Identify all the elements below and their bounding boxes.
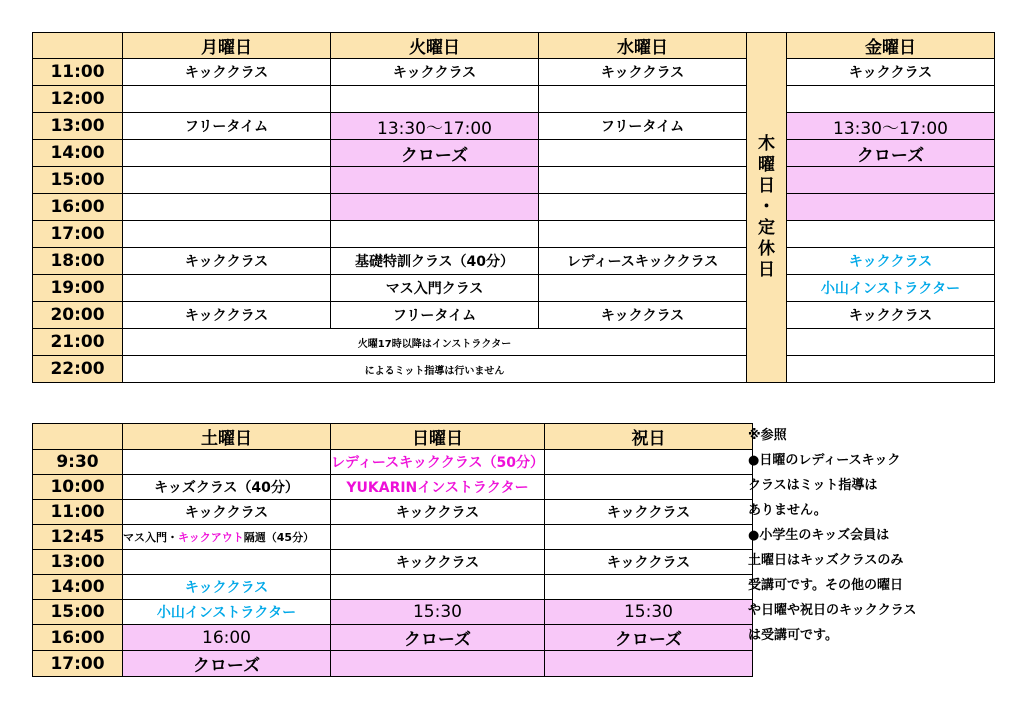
closed-cell: クローズ bbox=[331, 140, 539, 167]
schedule-cell bbox=[539, 86, 747, 113]
time-cell: 15:00 bbox=[33, 600, 123, 625]
closed-cell bbox=[544, 651, 752, 677]
note-line: ありません。 bbox=[748, 503, 827, 518]
schedule-cell: キッククラス bbox=[123, 302, 331, 329]
time-cell: 18:00 bbox=[33, 248, 123, 275]
schedule-cell: キッククラス bbox=[787, 248, 995, 275]
header-tuesday: 火曜日 bbox=[331, 33, 539, 59]
schedule-cell bbox=[123, 550, 331, 575]
schedule-cell bbox=[123, 275, 331, 302]
schedule-cell: キッククラス bbox=[787, 302, 995, 329]
instructor-note-line1: 火曜17時以降はインストラクター bbox=[123, 329, 747, 356]
time-cell: 13:00 bbox=[33, 550, 123, 575]
reference-notes bbox=[748, 423, 1008, 648]
schedule-cell: レディースキッククラス bbox=[539, 248, 747, 275]
schedule-cell bbox=[331, 575, 545, 600]
biweekly-label: 隔週（45分） bbox=[243, 531, 315, 544]
schedule-cell bbox=[787, 86, 995, 113]
schedule-cell: キッククラス bbox=[123, 248, 331, 275]
header-sunday: 日曜日 bbox=[331, 424, 545, 450]
closed-time-cell: 16:00 bbox=[123, 625, 331, 651]
closed-time-cell: 15:30 bbox=[331, 600, 545, 625]
closed-cell bbox=[787, 167, 995, 194]
schedule-cell bbox=[123, 221, 331, 248]
schedule-cell: フリータイム bbox=[123, 113, 331, 140]
schedule-cell: キッククラス bbox=[544, 550, 752, 575]
schedule-cell: フリータイム bbox=[331, 302, 539, 329]
schedule-cell: レディースキッククラス（50分） bbox=[331, 450, 545, 475]
schedule-cell bbox=[539, 140, 747, 167]
time-cell: 10:00 bbox=[33, 475, 123, 500]
time-cell: 14:00 bbox=[33, 575, 123, 600]
closed-cell: クローズ bbox=[544, 625, 752, 651]
schedule-cell: キッククラス bbox=[331, 500, 545, 525]
header-monday: 月曜日 bbox=[123, 33, 331, 59]
schedule-cell bbox=[123, 86, 331, 113]
schedule-cell: 基礎特訓クラス（40分） bbox=[331, 248, 539, 275]
weekend-schedule-table bbox=[32, 423, 753, 677]
schedule-cell: キッククラス bbox=[539, 302, 747, 329]
time-cell: 12:00 bbox=[33, 86, 123, 113]
note-line: クラスはミット指導は bbox=[748, 478, 878, 493]
schedule-cell: キッククラス bbox=[544, 500, 752, 525]
closed-cell: クローズ bbox=[123, 651, 331, 677]
kickout-label: キックアウト bbox=[178, 531, 244, 544]
time-cell: 9:30 bbox=[33, 450, 123, 475]
time-cell: 16:00 bbox=[33, 625, 123, 651]
header-holiday: 祝日 bbox=[544, 424, 752, 450]
schedule-cell bbox=[544, 525, 752, 550]
schedule-cell: キッククラス bbox=[123, 500, 331, 525]
schedule-cell bbox=[331, 221, 539, 248]
schedule-cell bbox=[123, 140, 331, 167]
schedule-cell bbox=[123, 167, 331, 194]
schedule-cell: YUKARINインストラクター bbox=[331, 475, 545, 500]
schedule-cell: キッククラス bbox=[123, 575, 331, 600]
schedule-cell: キッズクラス（40分） bbox=[123, 475, 331, 500]
schedule-cell bbox=[787, 221, 995, 248]
time-cell: 11:00 bbox=[33, 59, 123, 86]
schedule-cell bbox=[539, 275, 747, 302]
schedule-cell bbox=[544, 450, 752, 475]
time-cell: 12:45 bbox=[33, 525, 123, 550]
schedule-cell bbox=[123, 525, 331, 550]
header-wednesday: 水曜日 bbox=[539, 33, 747, 59]
time-cell: 20:00 bbox=[33, 302, 123, 329]
time-cell: 21:00 bbox=[33, 329, 123, 356]
schedule-cell bbox=[331, 86, 539, 113]
schedule-cell bbox=[787, 329, 995, 356]
schedule-cell: マス入門クラス bbox=[331, 275, 539, 302]
note-line: ※参照 bbox=[748, 428, 787, 443]
thursday-closed-label: 木 曜 日 ・ 定 休 日 bbox=[747, 33, 787, 383]
corner-cell bbox=[33, 33, 123, 59]
note-line: 土曜日はキッズクラスのみ bbox=[748, 553, 904, 568]
note-line: ●小学生のキッズ会員は bbox=[748, 528, 890, 543]
closed-cell: クローズ bbox=[331, 625, 545, 651]
schedule-cell bbox=[539, 221, 747, 248]
schedule-cell: キッククラス bbox=[787, 59, 995, 86]
note-line: ●日曜のレディースキック bbox=[748, 453, 901, 468]
time-cell: 13:00 bbox=[33, 113, 123, 140]
closed-cell bbox=[331, 194, 539, 221]
closed-cell bbox=[787, 194, 995, 221]
schedule-cell: フリータイム bbox=[539, 113, 747, 140]
schedule-cell: 小山インストラクター bbox=[123, 600, 331, 625]
mass-intro-label: マス入門・ bbox=[123, 531, 178, 544]
time-cell: 14:00 bbox=[33, 140, 123, 167]
schedule-cell bbox=[787, 356, 995, 383]
weekday-schedule-table bbox=[32, 32, 995, 383]
schedule-cell: キッククラス bbox=[123, 59, 331, 86]
schedule-cell: キッククラス bbox=[539, 59, 747, 86]
time-cell: 19:00 bbox=[33, 275, 123, 302]
time-cell: 17:00 bbox=[33, 221, 123, 248]
corner-cell bbox=[33, 424, 123, 450]
closed-cell: クローズ bbox=[787, 140, 995, 167]
time-cell: 15:00 bbox=[33, 167, 123, 194]
schedule-cell bbox=[331, 525, 545, 550]
closed-time-cell: 13:30～17:00 bbox=[787, 113, 995, 140]
time-cell: 11:00 bbox=[33, 500, 123, 525]
time-cell: 17:00 bbox=[33, 651, 123, 677]
time-cell: 16:00 bbox=[33, 194, 123, 221]
schedule-cell bbox=[544, 475, 752, 500]
schedule-cell bbox=[544, 575, 752, 600]
schedule-cell: 小山インストラクター bbox=[787, 275, 995, 302]
header-saturday: 土曜日 bbox=[123, 424, 331, 450]
schedule-cell bbox=[539, 167, 747, 194]
instructor-note-line2: によるミット指導は行いません bbox=[123, 356, 747, 383]
note-line: 受講可です。その他の曜日 bbox=[748, 578, 903, 593]
schedule-cell bbox=[539, 194, 747, 221]
header-friday: 金曜日 bbox=[787, 33, 995, 59]
note-line: や日曜や祝日のキッククラス bbox=[748, 603, 917, 618]
schedule-cell: キッククラス bbox=[331, 59, 539, 86]
closed-time-cell: 13:30～17:00 bbox=[331, 113, 539, 140]
time-cell: 22:00 bbox=[33, 356, 123, 383]
schedule-cell: キッククラス bbox=[331, 550, 545, 575]
schedule-cell bbox=[123, 194, 331, 221]
closed-cell bbox=[331, 651, 545, 677]
closed-time-cell: 15:30 bbox=[544, 600, 752, 625]
closed-cell bbox=[331, 167, 539, 194]
schedule-cell bbox=[123, 450, 331, 475]
note-line: は受講可です。 bbox=[748, 628, 838, 643]
